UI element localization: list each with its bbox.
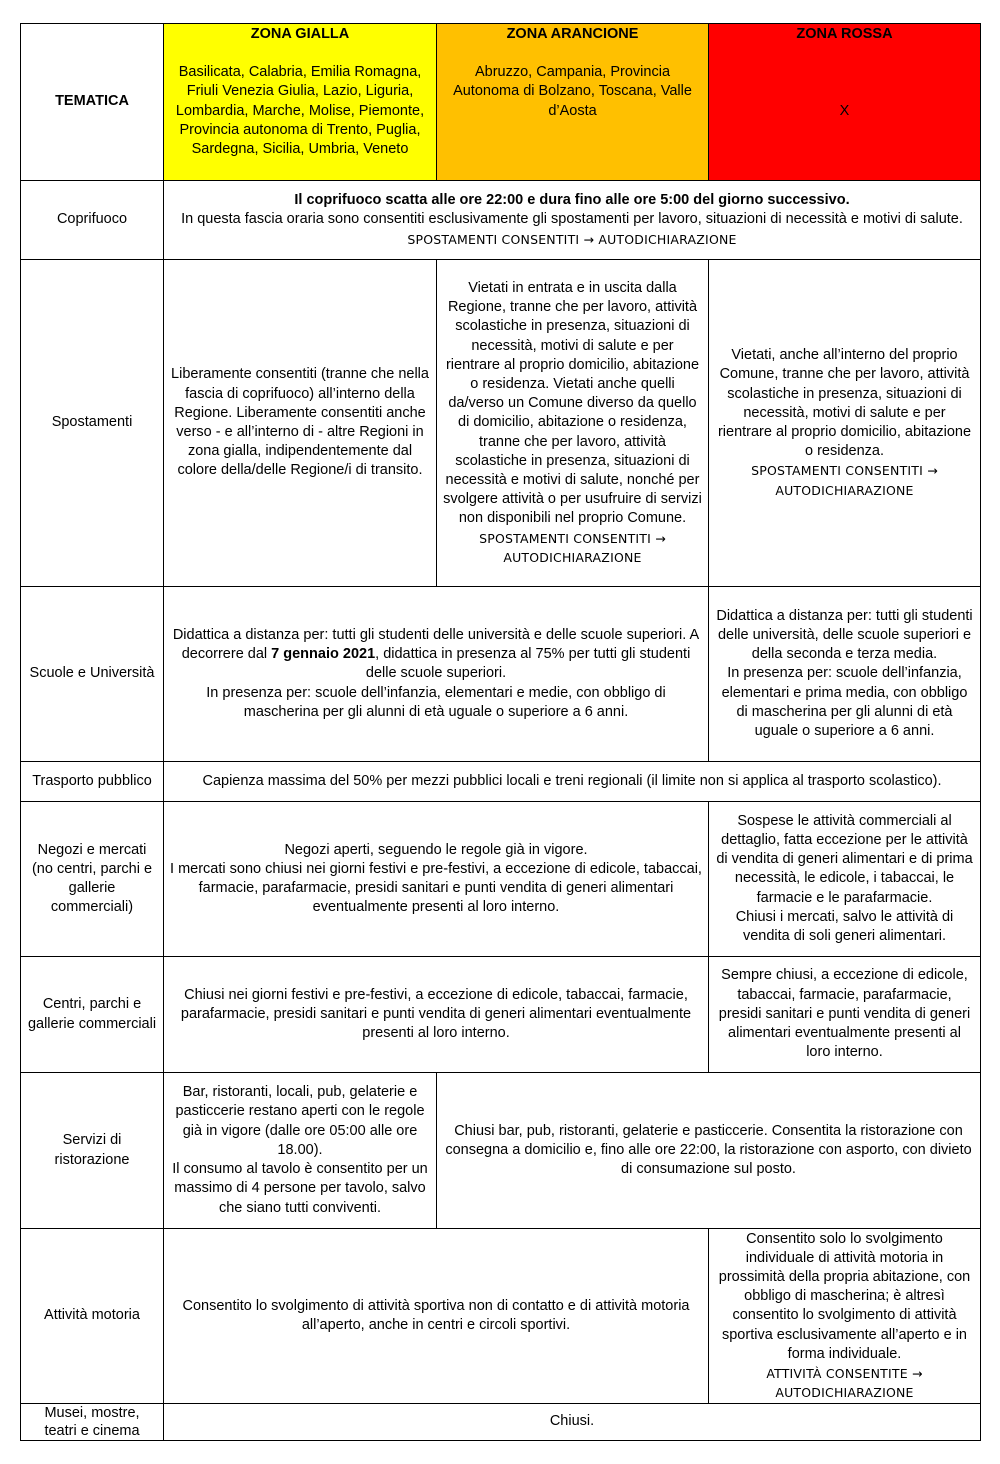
zona-gialla-title: ZONA GIALLA — [250, 26, 350, 42]
negozi-text-a: Negozi aperti, seguendo le regole già in vigore. — [284, 841, 588, 858]
ristorazione-gialla-a: Bar, ristoranti, locali, pub, gelaterie e pasticcerie restano aperti con le regole già in vigore (dalle ore 05:00 alle ore 18.00). — [175, 1084, 425, 1158]
coprifuoco-note: SPOSTAMENTI CONSENTITI → AUTODICHIARAZIONE — [407, 231, 737, 247]
negozi-gialla-arancione — [164, 802, 709, 957]
row-label: Trasporto pubblico — [21, 762, 164, 802]
table-row — [21, 1073, 981, 1229]
spostamenti-arancione-note: SPOSTAMENTI CONSENTITI → AUTODICHIARAZIONE — [479, 530, 666, 565]
scuole-gialla-arancione — [164, 587, 709, 762]
zona-gialla-regions: Basilicata, Calabria, Emilia Romagna, Friuli Venezia Giulia, Lazio, Liguria, Lombardia, Marche, Molise, Piemonte, Provincia autonoma di Trento, Puglia, Sardegna, Sicilia, Umbria, Veneto — [175, 64, 425, 158]
spostamenti-rossa: Vietati, anche all’interno del proprio Comune, tranne che per lavoro, attività scolastiche in presenza, situazioni di necessità, motivi di salute e per rientrare al proprio domicilio, abitazione o residenza. — [717, 347, 972, 460]
scuole-text-a2: , didattica in presenza al 75% per tutti gli studenti delle scuole superiori. — [365, 646, 691, 682]
scuole-rossa — [709, 587, 981, 762]
motoria-rossa — [709, 1229, 981, 1404]
spostamenti-rossa-note: SPOSTAMENTI CONSENTITI → AUTODICHIARAZIONE — [751, 463, 938, 498]
row-label: Musei, mostre, teatri e cinema — [21, 1404, 164, 1441]
ristorazione-arancione-rossa: Chiusi bar, pub, ristoranti, gelaterie e pasticcerie. Consentita la ristorazione con consegna a domicilio e, fino alle ore 22:00, la ristorazione con asporto, con divieto di consumazione sul posto. — [437, 1073, 981, 1229]
row-label: Scuole e Università — [21, 587, 164, 762]
scuole-text-c: In presenza per: scuole dell’infanzia, elementari e medie, con obbligo di mascherina per gli alunni di età uguale o superiore a 6 anni. — [206, 684, 666, 720]
tematica-header — [21, 24, 164, 181]
table-row — [21, 957, 981, 1073]
spostamenti-arancione: Vietati in entrata e in uscita dalla Regione, tranne che per lavoro, attività scolastiche in presenza, situazioni di necessità, motivi di salute e per rientrare al proprio domicilio, abitazione o residenza. Vietati anche quelli da/verso un Comune diverso da quello di domicilio, abitazione o residenza, tranne che per lavoro, attività scolastiche in presenza, situazioni di necessità e motivi di salute, nonché per svolgere attività o per usufruire di servizi non disponibili nel proprio Comune. — [443, 279, 702, 527]
table-row — [21, 587, 981, 762]
spostamenti-gialla: Liberamente consentiti (tranne che nella fascia di coprifuoco) all’interno della Regione. Liberamente consentiti anche verso - e all’interno di - altre Regioni in zona gialla, indipendentemente dal colore della/delle Regione/i di transito. — [164, 260, 437, 587]
table-row — [21, 181, 981, 260]
scuole-rossa-a: Didattica a distanza per: tutti gli studenti delle università, delle scuole superiori e della seconda e terza media. — [716, 607, 973, 663]
zona-arancione-title: ZONA ARANCIONE — [506, 26, 639, 42]
zona-rossa-header — [709, 24, 981, 181]
coprifuoco-cell — [164, 181, 981, 260]
coprifuoco-bold-text: Il coprifuoco scatta alle ore 22:00 e dura fino alle ore 5:00 del giorno successivo. — [294, 192, 850, 209]
scuole-text-a — [170, 626, 702, 684]
negozi-rossa-b: Chiusi i mercati, salvo le attività di vendita di soli generi alimentari. — [735, 908, 954, 944]
tematica-label: TEMATICA — [55, 93, 129, 110]
scuole-date: 7 gennaio 2021 — [271, 646, 376, 663]
motoria-gialla-arancione: Consentito lo svolgimento di attività sportiva non di contatto e di attività motoria all’aperto, anche in centri e circoli sportivi. — [164, 1229, 709, 1404]
negozi-rossa-a: Sospese le attività commerciali al dettaglio, fatta eccezione per le attività di vendita di generi alimentari e di prima necessità, le edicole, i tabaccai, le farmacie e le parafarmacie. — [716, 812, 973, 906]
zona-arancione-header — [437, 24, 709, 181]
row-label: Centri, parchi e gallerie commerciali — [21, 957, 164, 1073]
zona-rossa-regions: X — [839, 103, 850, 120]
row-label: Spostamenti — [21, 260, 164, 587]
negozi-rossa — [709, 802, 981, 957]
header-row — [21, 24, 981, 181]
centri-gialla-arancione: Chiusi nei giorni festivi e pre-festivi, a eccezione di edicole, tabaccai, farmacie, parafarmacie, presidi sanitari e punti vendita di generi alimentari eventualmente presenti al loro interno. — [164, 957, 709, 1073]
musei-cell: Chiusi. — [164, 1404, 981, 1441]
zona-arancione-regions: Abruzzo, Campania, Provincia Autonoma di Bolzano, Toscana, Valle d’Aosta — [453, 64, 692, 119]
negozi-text-b: I mercati sono chiusi nei giorni festivi e pre-festivi, a eccezione di edicole, tabaccai, farmacie, parafarmacie, presidi sanitari e punti vendita di generi alimentari eventualmente presenti al loro interno. — [170, 860, 702, 916]
motoria-rossa-text: Consentito solo lo svolgimento individuale di attività motoria in prossimità della propria abitazione, con obbligo di mascherina; è altresì consentito lo svolgimento di attività sportiva esclusivamente all’aperto e in forma individuale. — [718, 1230, 971, 1362]
table-row — [21, 1404, 981, 1441]
coprifuoco-text: In questa fascia oraria sono consentiti esclusivamente gli spostamenti per lavoro, situazioni di necessità e motivi di salute. — [181, 211, 963, 228]
row-label: Coprifuoco — [21, 181, 164, 260]
table-row — [21, 762, 981, 802]
table-row — [21, 802, 981, 957]
row-label: Servizi di ristorazione — [21, 1073, 164, 1229]
trasporto-cell: Capienza massima del 50% per mezzi pubblici locali e treni regionali (il limite non si applica al trasporto scolastico). — [164, 762, 981, 802]
scuole-rossa-b: In presenza per: scuole dell’infanzia, elementari e prima media, con obbligo di mascherina per gli alunni di età uguale o superiore a 6 anni. — [721, 665, 968, 739]
table-row — [21, 260, 981, 587]
motoria-rossa-note: ATTIVITÀ CONSENTITE → AUTODICHIARAZIONE — [766, 1366, 923, 1401]
centri-rossa: Sempre chiusi, a eccezione di edicole, tabaccai, farmacie, parafarmacie, presidi sanitari e punti vendita di generi alimentari eventualmente presenti al loro interno. — [709, 957, 981, 1073]
ristorazione-gialla — [164, 1073, 437, 1229]
zona-gialla-header — [164, 24, 437, 181]
row-label: Negozi e mercati (no centri, parchi e gallerie commerciali) — [21, 802, 164, 957]
row-label: Attività motoria — [21, 1229, 164, 1404]
ristorazione-gialla-b: Il consumo al tavolo è consentito per un massimo di 4 persone per tavolo, salvo che siano tutti conviventi. — [172, 1161, 428, 1216]
spostamenti-rossa-cell — [709, 260, 981, 587]
restrictions-table — [20, 23, 981, 1441]
table-row — [21, 1229, 981, 1404]
scuole-text-a1: Didattica a distanza per: tutti gli studenti delle università e delle scuole superiori. A decorrere dal — [172, 626, 700, 663]
spostamenti-arancione-cell — [437, 260, 709, 587]
zona-rossa-title: ZONA ROSSA — [796, 26, 893, 42]
